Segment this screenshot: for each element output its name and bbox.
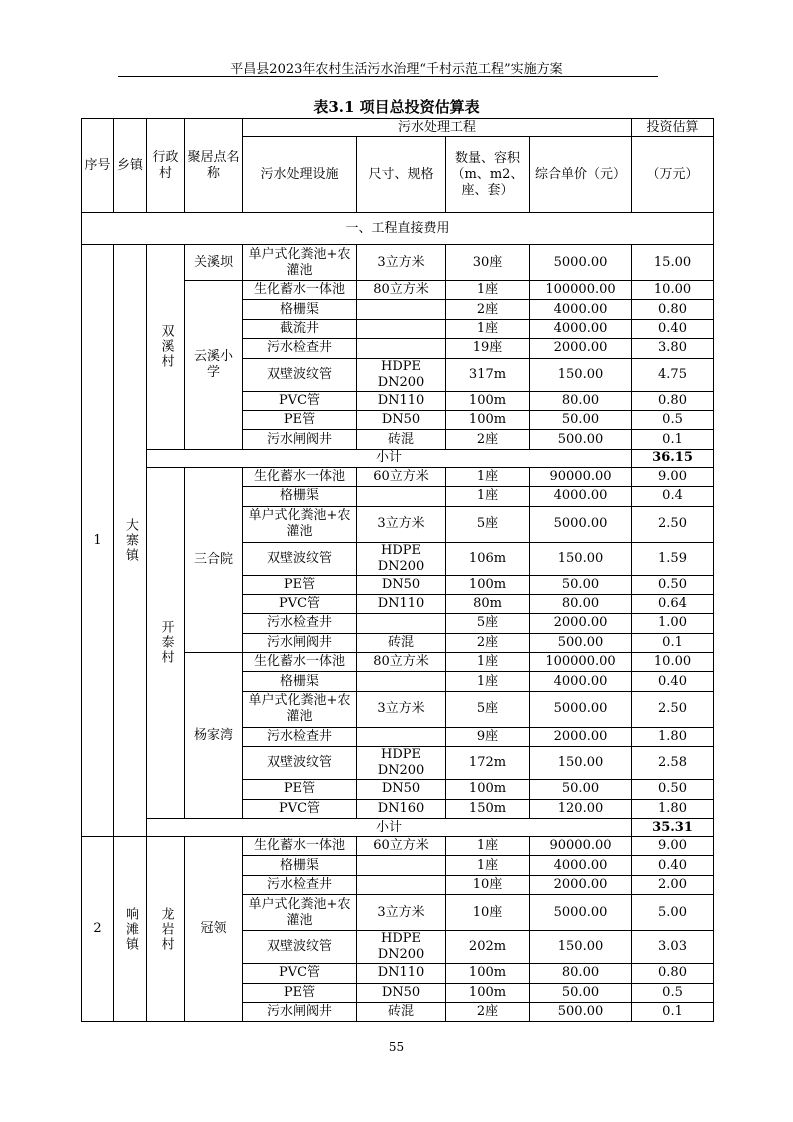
price-cell: 5000.00 (530, 895, 632, 931)
invest-cell: 0.40 (632, 856, 714, 875)
size-cell (357, 856, 446, 875)
facility-cell: 双壁波纹管 (243, 358, 357, 391)
price-cell: 5000.00 (530, 691, 632, 727)
invest-cell: 0.40 (632, 319, 714, 338)
invest-cell: 0.40 (632, 672, 714, 691)
price-cell: 150.00 (530, 747, 632, 780)
qty-cell: 5座 (446, 691, 530, 727)
facility-cell: PE管 (243, 780, 357, 799)
col-header-qty: 数量、容积（m、m2、座、套） (446, 137, 530, 213)
invest-cell: 0.80 (632, 964, 714, 983)
price-cell: 4000.00 (530, 856, 632, 875)
subtotal-row (82, 819, 714, 837)
investment-table (81, 118, 714, 1022)
price-cell: 50.00 (530, 575, 632, 594)
size-cell: 60立方米 (357, 467, 446, 486)
price-cell: 500.00 (530, 430, 632, 449)
qty-cell: 1座 (446, 653, 530, 672)
size-cell: DN50 (357, 410, 446, 429)
size-cell: 80立方米 (357, 281, 446, 300)
qty-cell: 2座 (446, 1002, 530, 1021)
size-cell: 60立方米 (357, 837, 446, 856)
col-header-facility: 污水处理设施 (243, 137, 357, 213)
size-cell: HDPE DN200 (357, 747, 446, 780)
facility-cell: 生化蓄水一体池 (243, 281, 357, 300)
qty-cell: 317m (446, 358, 530, 391)
col-header-settlement: 聚居点名称 (185, 119, 243, 213)
facility-cell: PVC管 (243, 594, 357, 613)
facility-cell: 格栅渠 (243, 300, 357, 319)
price-cell: 80.00 (530, 964, 632, 983)
facility-cell: 污水检查井 (243, 614, 357, 633)
facility-cell: PVC管 (243, 391, 357, 410)
price-cell: 90000.00 (530, 467, 632, 486)
qty-cell: 9座 (446, 727, 530, 746)
qty-cell: 106m (446, 542, 530, 575)
page-header: 平昌县2023年农村生活污水治理“千村示范工程”实施方案 (230, 62, 563, 77)
invest-cell: 1.80 (632, 799, 714, 818)
qty-cell: 100m (446, 780, 530, 799)
invest-cell: 1.59 (632, 542, 714, 575)
invest-cell: 0.80 (632, 300, 714, 319)
qty-cell: 2座 (446, 430, 530, 449)
size-cell: 80立方米 (357, 653, 446, 672)
village-name: 开泰村 (147, 467, 185, 818)
col-header-group: 污水处理工程 (243, 119, 632, 137)
qty-cell: 10座 (446, 875, 530, 894)
invest-cell: 0.5 (632, 983, 714, 1002)
price-cell: 100000.00 (530, 281, 632, 300)
invest-cell: 0.1 (632, 633, 714, 652)
price-cell: 2000.00 (530, 614, 632, 633)
size-cell (357, 727, 446, 746)
col-header-town: 乡镇 (114, 119, 147, 213)
size-cell: 3立方米 (357, 506, 446, 542)
price-cell: 50.00 (530, 410, 632, 429)
price-cell: 500.00 (530, 633, 632, 652)
size-cell: DN110 (357, 964, 446, 983)
invest-cell: 4.75 (632, 358, 714, 391)
facility-cell: PVC管 (243, 964, 357, 983)
facility-cell: 污水检查井 (243, 875, 357, 894)
settlement-name: 关溪坝 (185, 245, 243, 281)
invest-cell: 0.4 (632, 487, 714, 506)
invest-cell: 9.00 (632, 837, 714, 856)
facility-cell: 双壁波纹管 (243, 747, 357, 780)
facility-cell: 污水闸阀井 (243, 1002, 357, 1021)
invest-cell: 3.03 (632, 931, 714, 964)
price-cell: 50.00 (530, 983, 632, 1002)
facility-cell: 格栅渠 (243, 487, 357, 506)
col-header-no: 序号 (82, 119, 114, 213)
facility-cell: 生化蓄水一体池 (243, 653, 357, 672)
price-cell: 50.00 (530, 780, 632, 799)
facility-cell: PVC管 (243, 799, 357, 818)
price-cell: 2000.00 (530, 727, 632, 746)
facility-cell: PE管 (243, 410, 357, 429)
qty-cell: 2座 (446, 300, 530, 319)
invest-cell: 0.1 (632, 1002, 714, 1021)
invest-cell: 2.00 (632, 875, 714, 894)
qty-cell: 1座 (446, 467, 530, 486)
size-cell (357, 487, 446, 506)
qty-cell: 150m (446, 799, 530, 818)
facility-cell: 生化蓄水一体池 (243, 837, 357, 856)
invest-cell: 2.50 (632, 506, 714, 542)
settlement-name: 云溪小学 (185, 281, 243, 450)
invest-cell: 15.00 (632, 245, 714, 281)
size-cell: 砖混 (357, 1002, 446, 1021)
table-row (82, 837, 714, 856)
settlement-name: 杨家湾 (185, 653, 243, 819)
price-cell: 500.00 (530, 1002, 632, 1021)
price-cell: 80.00 (530, 594, 632, 613)
table-title: 表3.1 项目总投资估算表 (313, 98, 480, 116)
price-cell: 100000.00 (530, 653, 632, 672)
qty-cell: 80m (446, 594, 530, 613)
col-header-invest-unit: （万元） (632, 137, 714, 213)
price-cell: 5000.00 (530, 506, 632, 542)
col-header-price: 综合单价（元） (530, 137, 632, 213)
subtotal-row (82, 449, 714, 467)
qty-cell: 2座 (446, 633, 530, 652)
size-cell: HDPE DN200 (357, 542, 446, 575)
size-cell: DN50 (357, 575, 446, 594)
size-cell (357, 339, 446, 358)
price-cell: 4000.00 (530, 300, 632, 319)
settlement-name: 三合院 (185, 467, 243, 652)
qty-cell: 1座 (446, 281, 530, 300)
size-cell (357, 672, 446, 691)
qty-cell: 100m (446, 410, 530, 429)
town-name: 响滩镇 (114, 837, 147, 1022)
facility-cell: 污水闸阀井 (243, 430, 357, 449)
header-rule (118, 76, 658, 77)
subtotal-value: 35.31 (632, 819, 714, 837)
facility-cell: 单户式化粪池+农灌池 (243, 506, 357, 542)
page-number: 55 (388, 1040, 405, 1054)
qty-cell: 100m (446, 391, 530, 410)
invest-cell: 1.00 (632, 614, 714, 633)
invest-cell: 2.58 (632, 747, 714, 780)
size-cell: 3立方米 (357, 895, 446, 931)
qty-cell: 1座 (446, 837, 530, 856)
col-header-invest: 投资估算 (632, 119, 714, 137)
facility-cell: 格栅渠 (243, 856, 357, 875)
price-cell: 2000.00 (530, 339, 632, 358)
invest-cell: 0.50 (632, 780, 714, 799)
facility-cell: 污水检查井 (243, 339, 357, 358)
size-cell: HDPE DN200 (357, 358, 446, 391)
qty-cell: 5座 (446, 506, 530, 542)
col-header-village: 行政村 (147, 119, 185, 213)
price-cell: 150.00 (530, 931, 632, 964)
size-cell: 砖混 (357, 430, 446, 449)
invest-cell: 0.64 (632, 594, 714, 613)
invest-cell: 10.00 (632, 281, 714, 300)
row-number: 1 (82, 245, 114, 837)
facility-cell: 格栅渠 (243, 672, 357, 691)
qty-cell: 5座 (446, 614, 530, 633)
qty-cell: 30座 (446, 245, 530, 281)
size-cell (357, 875, 446, 894)
facility-cell: 污水检查井 (243, 727, 357, 746)
qty-cell: 1座 (446, 487, 530, 506)
price-cell: 5000.00 (530, 245, 632, 281)
section-heading: 一、工程直接费用 (82, 213, 714, 245)
settlement-name: 冠领 (185, 837, 243, 1022)
invest-cell: 3.80 (632, 339, 714, 358)
facility-cell: 截流井 (243, 319, 357, 338)
size-cell: HDPE DN200 (357, 931, 446, 964)
size-cell: DN50 (357, 983, 446, 1002)
size-cell (357, 319, 446, 338)
facility-cell: 双壁波纹管 (243, 931, 357, 964)
qty-cell: 100m (446, 964, 530, 983)
subtotal-label: 小计 (147, 819, 632, 837)
facility-cell: PE管 (243, 983, 357, 1002)
size-cell: DN160 (357, 799, 446, 818)
table-body (82, 119, 714, 1022)
price-cell: 120.00 (530, 799, 632, 818)
invest-cell: 5.00 (632, 895, 714, 931)
qty-cell: 100m (446, 983, 530, 1002)
qty-cell: 172m (446, 747, 530, 780)
price-cell: 4000.00 (530, 672, 632, 691)
size-cell (357, 300, 446, 319)
qty-cell: 100m (446, 575, 530, 594)
price-cell: 80.00 (530, 391, 632, 410)
price-cell: 4000.00 (530, 487, 632, 506)
table-row (82, 467, 714, 486)
invest-cell: 0.5 (632, 410, 714, 429)
invest-cell: 10.00 (632, 653, 714, 672)
qty-cell: 1座 (446, 672, 530, 691)
size-cell (357, 614, 446, 633)
subtotal-value: 36.15 (632, 449, 714, 467)
price-cell: 150.00 (530, 358, 632, 391)
table-row (82, 245, 714, 281)
price-cell: 4000.00 (530, 319, 632, 338)
invest-cell: 0.80 (632, 391, 714, 410)
price-cell: 2000.00 (530, 875, 632, 894)
size-cell: DN50 (357, 780, 446, 799)
size-cell: DN110 (357, 391, 446, 410)
invest-cell: 0.50 (632, 575, 714, 594)
facility-cell: 单户式化粪池+农灌池 (243, 895, 357, 931)
facility-cell: 生化蓄水一体池 (243, 467, 357, 486)
col-header-size: 尺寸、规格 (357, 137, 446, 213)
village-name: 龙岩村 (147, 837, 185, 1022)
qty-cell: 1座 (446, 856, 530, 875)
facility-cell: PE管 (243, 575, 357, 594)
invest-cell: 9.00 (632, 467, 714, 486)
invest-cell: 1.80 (632, 727, 714, 746)
qty-cell: 1座 (446, 319, 530, 338)
qty-cell: 19座 (446, 339, 530, 358)
size-cell: DN110 (357, 594, 446, 613)
facility-cell: 单户式化粪池+农灌池 (243, 245, 357, 281)
facility-cell: 单户式化粪池+农灌池 (243, 691, 357, 727)
size-cell: 3立方米 (357, 245, 446, 281)
price-cell: 150.00 (530, 542, 632, 575)
town-name: 大寨镇 (114, 245, 147, 837)
facility-cell: 双壁波纹管 (243, 542, 357, 575)
row-number: 2 (82, 837, 114, 1022)
qty-cell: 202m (446, 931, 530, 964)
invest-cell: 0.1 (632, 430, 714, 449)
price-cell: 90000.00 (530, 837, 632, 856)
size-cell: 砖混 (357, 633, 446, 652)
subtotal-label: 小计 (147, 449, 632, 467)
facility-cell: 污水闸阀井 (243, 633, 357, 652)
village-name: 双溪村 (147, 245, 185, 450)
qty-cell: 10座 (446, 895, 530, 931)
size-cell: 3立方米 (357, 691, 446, 727)
invest-cell: 2.50 (632, 691, 714, 727)
